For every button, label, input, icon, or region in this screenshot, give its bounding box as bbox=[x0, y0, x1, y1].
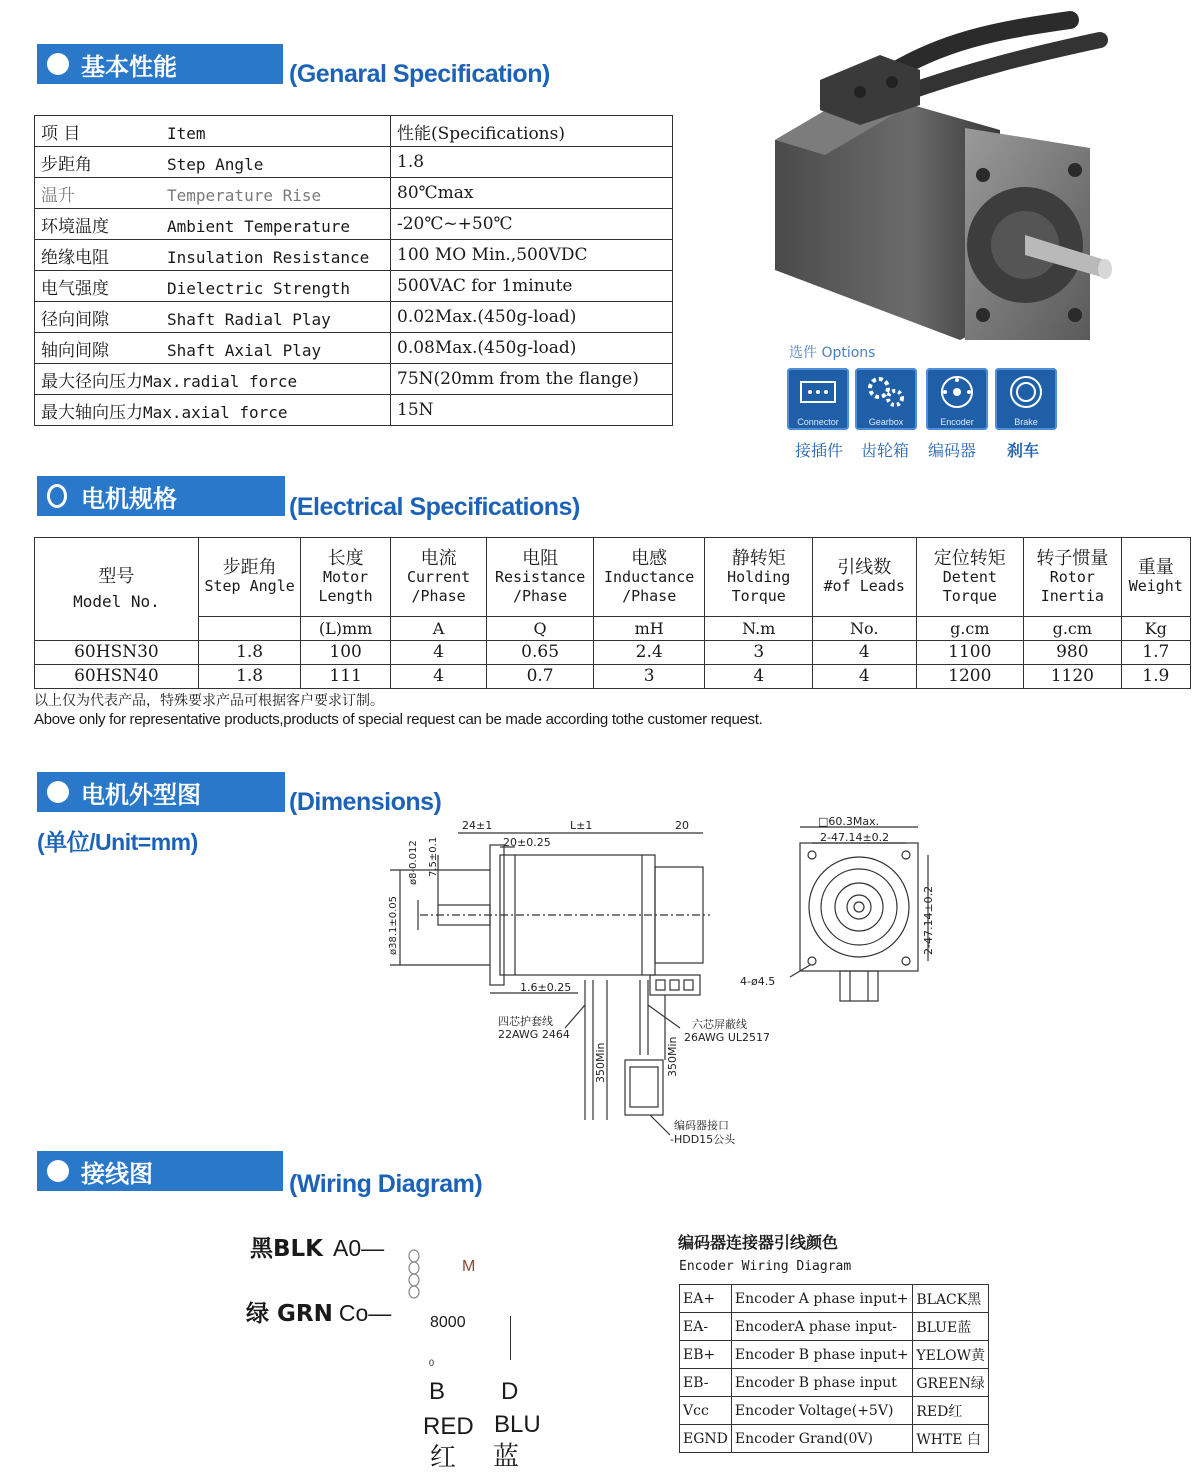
cable1-length: 350Min bbox=[594, 1042, 607, 1083]
general-spec-table bbox=[34, 115, 673, 426]
section-header-dimensions bbox=[37, 772, 285, 812]
gearbox-option-icon-label: Gearbox bbox=[868, 417, 904, 427]
section-header-general bbox=[37, 44, 283, 84]
table-row: 环境温度 Ambient Temperature -20℃~+50℃ bbox=[35, 209, 673, 240]
table-row: EB+ Encoder B phase input+ YELOW黄 bbox=[680, 1341, 989, 1369]
connector-label-cn: 编码器接口 bbox=[674, 1119, 729, 1132]
encoder-option-icon-label: Encoder bbox=[940, 417, 974, 427]
dim-label-flange-size: □60.3Max. bbox=[818, 815, 880, 828]
note-cn: 以上仅为代表产品，特殊要求产品可根据客户要求订制。 bbox=[34, 693, 384, 709]
table-row: 绝缘电阻 Insulation Resistance 100 MO Min.,500VDC bbox=[35, 240, 673, 271]
table-row: 步距角 Step Angle 1.8 bbox=[35, 147, 673, 178]
table-unit-row: (L)mm A Q mH N.m No. g.cm g.cm Kg bbox=[35, 617, 1191, 641]
cable2-label-cn: 六芯屏蔽线 bbox=[692, 1018, 747, 1031]
cable1-label-en: 22AWG 2464 bbox=[498, 1028, 570, 1041]
terminal-b: B bbox=[429, 1378, 446, 1405]
table-header-row: 型号 Model No. 步距角 Step Angle 长度 Motor Length 电流 Current /Phase 电阻 Resistance /Phase 电感 Inductance /Phase 静转矩 Holding Torque 引线数 #of Leads 定位转矩 Detent Torque 转子惯量 Rotor Inertia 重量 Weight bbox=[35, 538, 1191, 617]
brake-option-icon-label: Brake bbox=[1014, 417, 1038, 427]
coil-symbol bbox=[404, 1248, 424, 1308]
dim-label-holes: 4-ø4.5 bbox=[740, 975, 776, 988]
wire-blue-en: BLU bbox=[494, 1411, 541, 1438]
encoder-table-title-en: Encoder Wiring Diagram bbox=[679, 1259, 852, 1274]
brake-option-icon bbox=[995, 368, 1057, 430]
unit-label: (单位/Unit=mm) bbox=[37, 829, 198, 855]
gearbox-option-icon bbox=[855, 368, 917, 430]
section-header-electrical bbox=[37, 476, 285, 516]
table-row: 温升 Temperature Rise 80℃max bbox=[35, 178, 673, 209]
encoder-table-title-cn: 编码器连接器引线颜色 bbox=[678, 1233, 839, 1252]
dim-label-boss: 20±0.25 bbox=[503, 836, 551, 849]
table-row: 电气强度 Dielectric Strength 500VAC for 1minute bbox=[35, 271, 673, 302]
dim-label-flat: 7.5±0.1 bbox=[428, 836, 439, 877]
table-row: 60HSN30 1.8 100 4 0.65 2.4 3 4 1100 980 1.7 bbox=[35, 641, 1191, 665]
bullet-icon bbox=[47, 1160, 69, 1182]
section-header-wiring bbox=[37, 1151, 283, 1191]
dim-label-hole-spacing-v: 2-47.14±0.2 bbox=[922, 885, 935, 955]
gearbox-option-label: 齿轮箱 bbox=[861, 441, 910, 460]
section-title-en: (Genaral Specification) bbox=[289, 60, 550, 88]
table-row: EA- EncoderA phase input- BLUE蓝 bbox=[680, 1313, 989, 1341]
section-title-cn: 接线图 bbox=[81, 1159, 153, 1188]
bullet-icon bbox=[47, 781, 69, 803]
dim-label-pilot-dia: ø38.1±0.05 bbox=[388, 895, 399, 955]
wire-green-label: 绿 GRN Co— bbox=[246, 1300, 392, 1327]
connector-option-icon bbox=[787, 368, 849, 430]
table-row: 最大轴向压力Max.axial force 15N bbox=[35, 395, 673, 426]
bullet-icon bbox=[47, 53, 69, 75]
section-title-cn: 基本性能 bbox=[81, 52, 177, 81]
connector-option-icon-label: Connector bbox=[797, 417, 839, 427]
section-title-en: (Electrical Specifications) bbox=[289, 493, 580, 521]
encoder-option-label: 编码器 bbox=[928, 441, 977, 460]
encoder-option-icon bbox=[926, 368, 988, 430]
dim-label-shaft-length: 24±1 bbox=[462, 819, 493, 832]
dim-label-flange-thickness: 1.6±0.25 bbox=[520, 981, 572, 994]
dim-label-shaft-dia: ø8-0.012 bbox=[408, 840, 419, 885]
options-title: 选件 Options bbox=[789, 345, 876, 361]
electrical-spec-table bbox=[34, 537, 1191, 689]
wire-black-label: 黑BLK A0— bbox=[250, 1235, 385, 1262]
table-row: 径向间隙 Shaft Radial Play 0.02Max.(450g-load) bbox=[35, 302, 673, 333]
wire-line bbox=[510, 1316, 511, 1360]
connector-label-en: -HDD15公头 bbox=[670, 1133, 736, 1146]
speed-label: 8000 bbox=[430, 1314, 466, 1331]
connector-option-label: 接插件 bbox=[795, 441, 844, 460]
motor-symbol-m: M bbox=[462, 1258, 476, 1275]
section-title-en: (Wiring Diagram) bbox=[289, 1170, 483, 1198]
section-title-en: (Dimensions) bbox=[289, 788, 442, 816]
encoder-wiring-table bbox=[679, 1284, 989, 1453]
dim-label-rear-length: 20 bbox=[675, 819, 689, 832]
dim-label-hole-spacing-h: 2-47.14±0.2 bbox=[820, 831, 890, 844]
table-row: Vcc Encoder Voltage(+5V) RED红 bbox=[680, 1397, 989, 1425]
wire-red-en: RED bbox=[423, 1413, 474, 1440]
cable1-label-cn: 四芯护套线 bbox=[498, 1015, 553, 1028]
brake-option-label: 刹车 bbox=[1007, 441, 1040, 460]
table-row: EGND Encoder Grand(0V) WHTE 白 bbox=[680, 1425, 989, 1453]
wire-blue-cn: 蓝 bbox=[493, 1442, 520, 1472]
dim-label-body-length: L±1 bbox=[570, 819, 593, 832]
table-row: EA+ Encoder A phase input+ BLACK黑 bbox=[680, 1285, 989, 1313]
dimension-drawing bbox=[380, 815, 940, 1155]
terminal-d: D bbox=[501, 1378, 519, 1405]
cable2-length: 350Min bbox=[666, 1036, 679, 1077]
table-row: 项 目 Item 性能(Specifications) bbox=[35, 116, 673, 147]
table-row: EB- Encoder B phase input GREEN绿 bbox=[680, 1369, 989, 1397]
motor-illustration bbox=[770, 10, 1190, 350]
table-row: 轴向间隙 Shaft Axial Play 0.08Max.(450g-load) bbox=[35, 333, 673, 364]
note-en: Above only for representative products,products of special request can be made according tothe customer request. bbox=[34, 711, 763, 728]
wire-red-cn: 红 bbox=[430, 1443, 457, 1473]
bullet-ring-icon bbox=[47, 484, 67, 508]
zero-label: 0 bbox=[429, 1358, 435, 1368]
table-row: 60HSN40 1.8 111 4 0.7 3 4 4 1200 1120 1.9 bbox=[35, 665, 1191, 689]
cable2-label-en: 26AWG UL2517 bbox=[684, 1031, 770, 1044]
section-title-cn: 电机规格 bbox=[81, 484, 177, 513]
table-row: 最大径向压力Max.radial force 75N(20mm from the flange) bbox=[35, 364, 673, 395]
section-title-cn: 电机外型图 bbox=[81, 780, 201, 809]
